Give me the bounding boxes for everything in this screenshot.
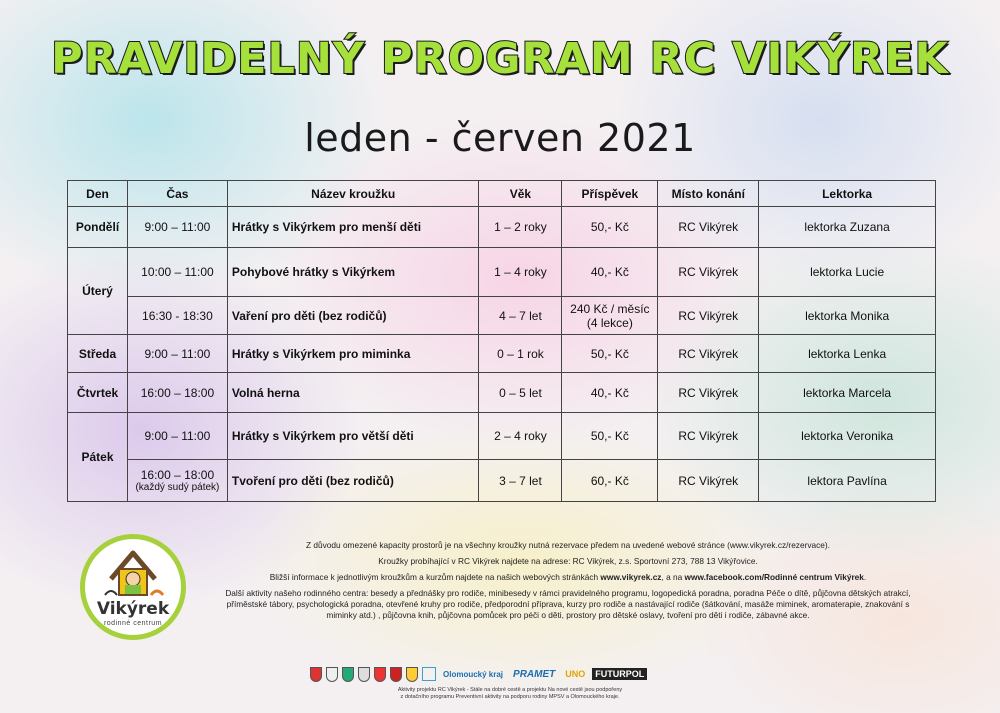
website-link[interactable]: www.vikyrek.cz: [600, 572, 662, 582]
footer-note: [360, 687, 660, 701]
fee-cell: 60,- Kč: [562, 460, 658, 502]
place-cell: RC Vikýrek: [658, 297, 759, 335]
table-row: [68, 335, 936, 373]
time-cell: 9:00 – 11:00: [127, 335, 227, 373]
age-cell: 0 – 5 let: [479, 373, 562, 413]
name-cell: Hrátky s Vikýrkem pro menší děti: [227, 207, 479, 248]
fee-cell: 40,- Kč: [562, 248, 658, 297]
age-cell: 1 – 4 roky: [479, 248, 562, 297]
crest-icon: [374, 667, 386, 682]
note-web-end: .: [863, 572, 867, 582]
page-title: PRAVIDELNÝ PROGRAM RC VIKÝREK: [51, 34, 949, 84]
time-cell: 16:30 - 18:30: [127, 297, 227, 335]
schedule-table: [67, 180, 936, 502]
age-cell: 1 – 2 roky: [479, 207, 562, 248]
table-header-row: [68, 181, 936, 207]
table-row: [68, 373, 936, 413]
header-day: Den: [68, 181, 128, 207]
name-cell: Hrátky s Vikýrkem pro miminka: [227, 335, 479, 373]
header-time: Čas: [127, 181, 227, 207]
logo-subtitle: rodinné centrum: [103, 620, 163, 627]
name-cell: Tvoření pro děti (bez rodičů): [227, 460, 479, 502]
place-cell: RC Vikýrek: [658, 207, 759, 248]
place-cell: RC Vikýrek: [658, 335, 759, 373]
day-cell: Pátek: [68, 413, 128, 502]
time-cell: 16:00 – 18:00: [127, 373, 227, 413]
header-place: Místo konání: [658, 181, 759, 207]
lecturer-cell: lektorka Monika: [759, 297, 936, 335]
futurpol-logo: FUTURPOL: [592, 668, 647, 680]
uno-logo: UNO: [565, 669, 586, 679]
fee-cell: 50,- Kč: [562, 335, 658, 373]
crest-icon: [406, 667, 418, 682]
lecturer-cell: lektorka Zuzana: [759, 207, 936, 248]
vikyrek-logo: [80, 534, 186, 640]
note-reservation: Z důvodu omezené kapacity prostorů je na všechny kroužky nutná rezervace předem na uvedené webové stránce (www.vikyrek.cz/rezervace).: [306, 540, 830, 550]
lecturer-cell: lektorka Lenka: [759, 335, 936, 373]
crest-icon: [390, 667, 402, 682]
fee-cell: 240 Kč / měsíc (4 lekce): [562, 297, 658, 335]
place-cell: RC Vikýrek: [658, 373, 759, 413]
note-web-start: Bližší informace k jednotlivým kroužkům a kurzům najdete na našich webových stránkách: [269, 572, 599, 582]
note-web: [218, 572, 918, 583]
table-row: [68, 297, 936, 335]
lecturer-cell: lektorka Marcela: [759, 373, 936, 413]
sponsor-logos: [310, 664, 647, 684]
table-row: [68, 207, 936, 248]
lecturer-cell: lektora Pavlína: [759, 460, 936, 502]
header-fee: Příspěvek: [562, 181, 658, 207]
table-row: [68, 248, 936, 297]
time-cell: 9:00 – 11:00: [127, 413, 227, 460]
footer-line-1: Aktivity projektu RC Vikýrek - Stále na dobré cestě a projektu Na nové cestě jsou podpořeny: [397, 687, 623, 693]
fee-cell: 50,- Kč: [562, 207, 658, 248]
note-web-mid: , a na: [661, 572, 683, 582]
table-row: [68, 460, 936, 502]
name-cell: Hrátky s Vikýrkem pro větší děti: [227, 413, 479, 460]
place-cell: RC Vikýrek: [658, 248, 759, 297]
time-note: (každý sudý pátek): [135, 482, 220, 493]
place-cell: RC Vikýrek: [658, 413, 759, 460]
crest-icon: [326, 667, 338, 682]
pramet-logo: PRAMET: [513, 668, 556, 680]
info-notes: [218, 540, 918, 626]
name-cell: Volná herna: [227, 373, 479, 413]
age-cell: 4 – 7 let: [479, 297, 562, 335]
name-cell: Vaření pro děti (bez rodičů): [227, 297, 479, 335]
crest-icon: [310, 667, 322, 682]
crest-icon: [358, 667, 370, 682]
header-name: Název kroužku: [227, 181, 479, 207]
day-cell: Pondělí: [68, 207, 128, 248]
header-lecturer: Lektorka: [759, 181, 936, 207]
time-cell: 10:00 – 11:00: [127, 248, 227, 297]
facebook-link[interactable]: www.facebook.com/Rodinné centrum Vikýrek: [684, 572, 864, 582]
day-cell: Úterý: [68, 248, 128, 335]
age-cell: 0 – 1 rok: [479, 335, 562, 373]
mpsv-logo-icon: [422, 667, 436, 681]
logo-name: Vikýrek: [96, 599, 170, 619]
day-cell: Čtvrtek: [68, 373, 128, 413]
age-cell: 2 – 4 roky: [479, 413, 562, 460]
fee-cell: 50,- Kč: [562, 413, 658, 460]
table-row: [68, 413, 936, 460]
time-cell: [127, 460, 227, 502]
name-cell: Pohybové hrátky s Vikýrkem: [227, 248, 479, 297]
fee-cell: 40,- Kč: [562, 373, 658, 413]
note-address: Kroužky probíhající v RC Vikýrek najdete na adrese: RC Vikýrek, z.s. Sportovní 273, 788 13 Vikýřovice.: [378, 556, 758, 566]
lecturer-cell: lektorka Lucie: [759, 248, 936, 297]
day-cell: Středa: [68, 335, 128, 373]
crest-icon: [342, 667, 354, 682]
header-age: Věk: [479, 181, 562, 207]
lecturer-cell: lektorka Veronika: [759, 413, 936, 460]
note-activities: Další aktivity našeho rodinného centra: besedy a přednášky pro rodiče, minibesedy v rámci pravidelného programu, logopedická poradna, poradna Péče o dítě, půjčovna dětských atrakcí, příměstské tábory, psychologická poradna, otevřené kruhy pro rodiče, předporodní příprava, kurzy pro rodiče a nastávající rodiče (šátkování, masáže miminek, aromaterapie, znakování s miminky atd.) , půjčovna knih, půjčovna pomůcek pro péči o děti, prostory pro dětské oslavy, tvoření pro děti i rodiče, zábavné akce.: [225, 588, 911, 620]
time-value: 16:00 – 18:00: [140, 468, 215, 482]
olomoucky-kraj-logo: Olomoucký kraj: [443, 669, 504, 679]
page-subtitle: leden - červen 2021: [304, 116, 696, 160]
age-cell: 3 – 7 let: [479, 460, 562, 502]
footer-line-2: z dotačního programu Preventivní aktivity na podporu rodiny MPSV a Olomouckého kraje.: [400, 694, 620, 700]
place-cell: RC Vikýrek: [658, 460, 759, 502]
time-cell: 9:00 – 11:00: [127, 207, 227, 248]
